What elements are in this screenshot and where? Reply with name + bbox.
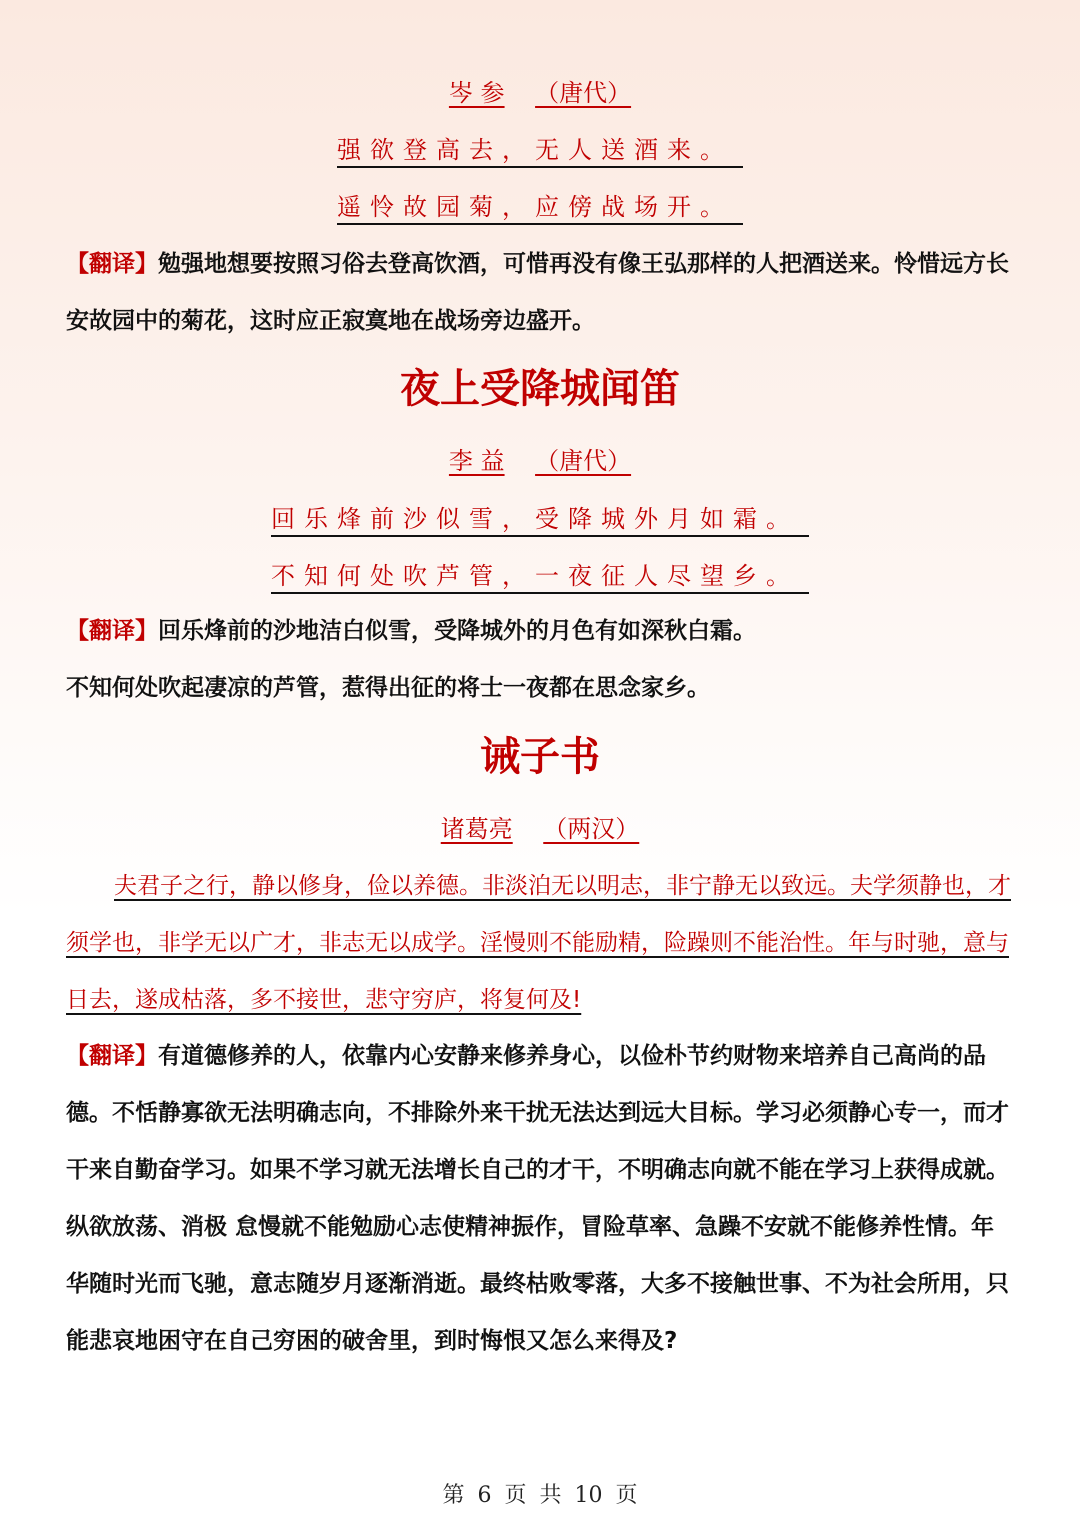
prose1-text-content: 夫君子之行，静以修身，俭以养德。非淡泊无以明志，非宁静无以致远。夫学须静也，才须学也，非学无以广才，非志无以成学。淫慢则不能励精，险躁则不能治性。年与时驰，意与日去，遂成枯落，多不接世，悲守穷庐，将复何及!: [66, 873, 1011, 1013]
poem2-translation: [66, 603, 1016, 717]
prose1-author: 诸葛亮: [440, 815, 513, 843]
prose1-translation: [66, 1028, 1016, 1370]
poem1-translation-text: 勉强地想要按照习俗去登高饮酒，可惜再没有像王弘那样的人把酒送来。怜惜远方长安故园中的菊花，这时应正寂寞地在战场旁边盛开。: [66, 251, 1009, 334]
poem2-line-1: 回乐烽前沙似雪，受降城外月如霜。: [0, 503, 1080, 535]
page-number-footer: 第 6 页 共 10 页: [442, 1483, 638, 1508]
poem2-author: 李 益: [448, 447, 505, 475]
prose1-text: [66, 858, 1016, 1029]
poem1-author-line: [0, 78, 1080, 108]
translation-tag: 【翻译】: [66, 618, 158, 644]
prose1-title: 诫子书: [480, 733, 600, 780]
poem2-line-2: 不知何处吹芦管，一夜征人尽望乡。: [0, 560, 1080, 592]
prose1-dynasty: （两汉）: [543, 815, 640, 843]
poem1-dynasty: （唐代）: [535, 79, 632, 107]
translation-tag: 【翻译】: [66, 1043, 158, 1069]
poem1-line-1: 强欲登高去，无人送酒来。: [0, 134, 1080, 166]
poem2-title: 夜上受降城闻笛: [400, 365, 680, 412]
translation-tag: 【翻译】: [66, 251, 158, 277]
poem2-author-line: [0, 446, 1080, 476]
prose1-author-line: [0, 814, 1080, 844]
poem2-dynasty: （唐代）: [535, 447, 632, 475]
poem1-author: 岑 参: [448, 79, 505, 107]
poem1-translation: [66, 236, 1016, 350]
prose1-translation-text: 有道德修养的人，依靠内心安静来修养身心，以俭朴节约财物来培养自己高尚的品德。不恬静寡欲无法明确志向，不排除外来干扰无法达到远大目标。学习必须静心专一，而才干来自勤奋学习。如果不学习就无法增长自己的才干，不明确志向就不能在学习上获得成就。纵欲放荡、消极 怠慢就不能勉励心志使精神振作，冒险草率、急躁不安就不能修养性情。年华随时光而飞驰，意志随岁月逐渐消逝。最终枯败零落，大多不接触世事、不为社会所用，只能悲哀地困守在自己穷困的破舍里，到时悔恨又怎么来得及?: [66, 1043, 1009, 1354]
poem2-translation-line2: 不知何处吹起凄凉的芦管，惹得出征的将士一夜都在思念家乡。: [66, 675, 710, 701]
poem2-translation-line1: 回乐烽前的沙地洁白似雪，受降城外的月色有如深秋白霜。: [158, 618, 756, 644]
poem1-line-2: 遥怜故园菊，应傍战场开。: [0, 191, 1080, 223]
